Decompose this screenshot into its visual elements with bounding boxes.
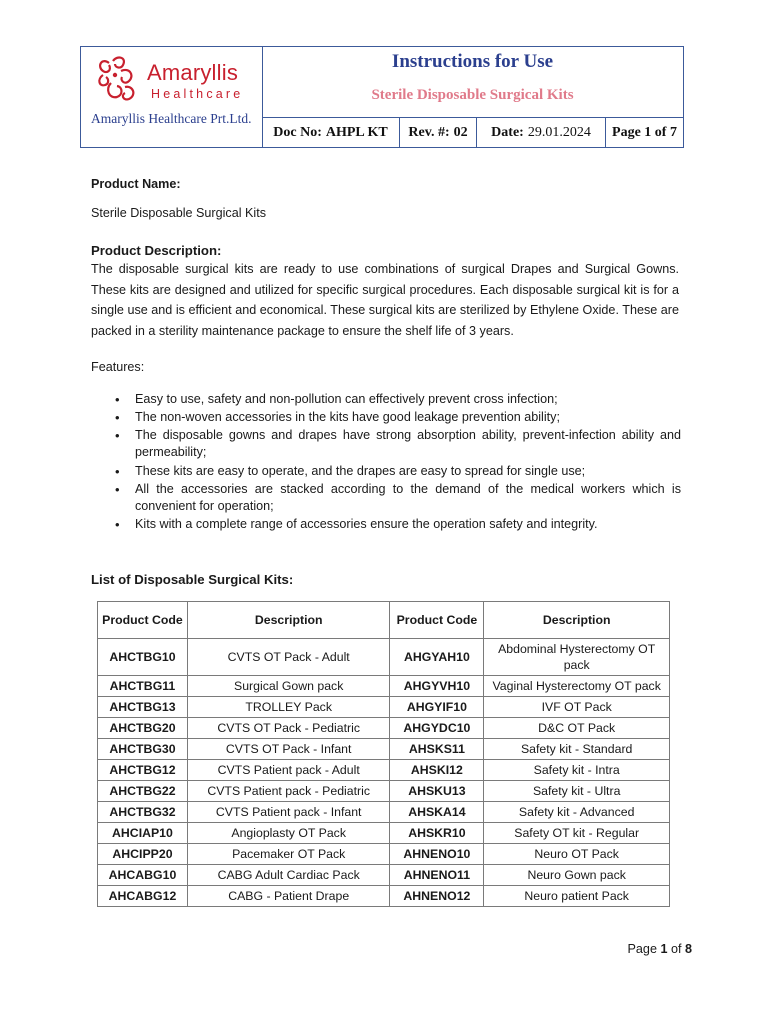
- page-count: Page 1 of 7: [612, 125, 677, 140]
- description-cell: CABG - Patient Drape: [187, 886, 390, 907]
- doc-number-cell: [262, 118, 400, 148]
- description-cell: Abdominal Hysterectomy OT pack: [484, 639, 670, 676]
- logo-cell: [81, 47, 263, 147]
- product-code-cell: AHSKS11: [390, 739, 484, 760]
- footer-page-of: of: [670, 942, 682, 956]
- table-row: [98, 823, 670, 844]
- title-cell: [262, 47, 683, 117]
- page-count-cell: [606, 118, 683, 148]
- product-code-cell: AHCTBG13: [98, 697, 188, 718]
- table-row: [98, 697, 670, 718]
- description-cell: Vaginal Hysterectomy OT pack: [484, 676, 670, 697]
- brand-name: Amaryllis: [147, 60, 239, 85]
- description-cell: Surgical Gown pack: [187, 676, 390, 697]
- footer-page-current: 1: [660, 942, 668, 956]
- table-row: [98, 844, 670, 865]
- document-subtitle: Sterile Disposable Surgical Kits: [371, 87, 574, 103]
- feature-item: • The non-woven accessories in the kits have good leakage prevention ability;: [91, 409, 681, 426]
- page-footer: [628, 942, 692, 956]
- description-cell: Angioplasty OT Pack: [187, 823, 390, 844]
- product-code-cell: AHCTBG30: [98, 739, 188, 760]
- column-header: Product Code: [390, 602, 484, 639]
- doc-number-value: AHPL KT: [325, 125, 388, 140]
- description-cell: CVTS OT Pack - Pediatric: [187, 718, 390, 739]
- product-name-heading: Product Name:: [91, 177, 181, 191]
- brand-subtitle: Healthcare: [151, 87, 244, 101]
- description-cell: Neuro Gown pack: [484, 865, 670, 886]
- description-cell: TROLLEY Pack: [187, 697, 390, 718]
- table-row: [98, 739, 670, 760]
- feature-item: • The disposable gowns and drapes have strong absorption ability, prevent-infection ability and permeability;: [91, 427, 681, 462]
- description-cell: IVF OT Pack: [484, 697, 670, 718]
- table-row: [98, 676, 670, 697]
- features-list: [91, 391, 681, 534]
- product-description-heading: Product Description:: [91, 243, 222, 258]
- product-code-cell: AHGYIF10: [390, 697, 484, 718]
- product-code-cell: AHCTBG20: [98, 718, 188, 739]
- product-code-cell: AHGYAH10: [390, 639, 484, 676]
- table-row: [98, 760, 670, 781]
- product-code-cell: AHNENO12: [390, 886, 484, 907]
- product-code-cell: AHNENO11: [390, 865, 484, 886]
- product-code-cell: AHCTBG22: [98, 781, 188, 802]
- product-code-cell: AHSKR10: [390, 823, 484, 844]
- kits-table: [97, 601, 670, 907]
- footer-page-total: 8: [684, 942, 692, 956]
- column-header: Product Code: [98, 602, 188, 639]
- description-cell: CVTS Patient pack - Pediatric: [187, 781, 390, 802]
- description-cell: CABG Adult Cardiac Pack: [187, 865, 390, 886]
- table-row: [98, 865, 670, 886]
- product-code-cell: AHCABG12: [98, 886, 188, 907]
- description-cell: Safety kit - Standard: [484, 739, 670, 760]
- description-cell: Neuro OT Pack: [484, 844, 670, 865]
- description-cell: CVTS OT Pack - Adult: [187, 639, 390, 676]
- product-code-cell: AHSKI12: [390, 760, 484, 781]
- revision-label: Rev. #:: [408, 125, 450, 140]
- description-cell: CVTS Patient pack - Infant: [187, 802, 390, 823]
- date-label: Date:: [491, 125, 524, 140]
- description-cell: CVTS Patient pack - Adult: [187, 760, 390, 781]
- column-header: Description: [187, 602, 390, 639]
- features-heading: Features:: [91, 360, 145, 374]
- footer-page-prefix: Page: [627, 942, 657, 956]
- kits-table-heading: List of Disposable Surgical Kits:: [91, 572, 294, 587]
- table-row: [98, 886, 670, 907]
- table-row: [98, 718, 670, 739]
- description-cell: Safety OT kit - Regular: [484, 823, 670, 844]
- product-code-cell: AHCTBG10: [98, 639, 188, 676]
- feature-item: • All the accessories are stacked according to the demand of the medical workers which is convenient for operation;: [91, 481, 681, 516]
- description-cell: Safety kit - Intra: [484, 760, 670, 781]
- table-row: [98, 639, 670, 676]
- revision-cell: [400, 118, 477, 148]
- description-cell: Pacemaker OT Pack: [187, 844, 390, 865]
- description-cell: D&C OT Pack: [484, 718, 670, 739]
- description-cell: Safety kit - Ultra: [484, 781, 670, 802]
- product-code-cell: AHCABG10: [98, 865, 188, 886]
- doc-number-label: Doc No:: [273, 125, 322, 140]
- product-code-cell: AHCIPP20: [98, 844, 188, 865]
- product-code-cell: AHCTBG11: [98, 676, 188, 697]
- product-description-text: The disposable surgical kits are ready to use combinations of surgical Drapes and Surgical Gowns. These kits are designed and utilized for specific surgical procedures. Each disposable surgical kit is for a single use and is efficient and economical. These surgical kits are sterilized by Ethylene Oxide. These are packed in a sterility maintenance package to ensure the shelf life of 3 years.: [91, 262, 679, 338]
- revision-value: 02: [453, 125, 468, 140]
- product-code-cell: AHSKA14: [390, 802, 484, 823]
- company-name: Amaryllis Healthcare Prt.Ltd.: [91, 111, 252, 126]
- feature-item: • Kits with a complete range of accessories ensure the operation safety and integrity.: [91, 516, 681, 533]
- description-cell: CVTS OT Pack - Infant: [187, 739, 390, 760]
- product-code-cell: AHCTBG32: [98, 802, 188, 823]
- product-code-cell: AHNENO10: [390, 844, 484, 865]
- product-code-cell: AHGYVH10: [390, 676, 484, 697]
- document-meta-row: [262, 117, 683, 148]
- kits-table-header-row: [98, 602, 670, 639]
- table-row: [98, 781, 670, 802]
- document-header: [80, 46, 684, 148]
- table-row: [98, 802, 670, 823]
- document-title: Instructions for Use: [391, 51, 554, 72]
- column-header: Description: [484, 602, 670, 639]
- product-code-cell: AHCIAP10: [98, 823, 188, 844]
- product-code-cell: AHGYDC10: [390, 718, 484, 739]
- amaryllis-flower-icon: [95, 53, 145, 109]
- date-cell: [477, 118, 606, 148]
- feature-item: • Easy to use, safety and non-pollution can effectively prevent cross infection;: [91, 391, 681, 408]
- description-cell: Neuro patient Pack: [484, 886, 670, 907]
- description-cell: Safety kit - Advanced: [484, 802, 670, 823]
- product-code-cell: AHSKU13: [390, 781, 484, 802]
- feature-item: • These kits are easy to operate, and the drapes are easy to spread for single use;: [91, 463, 681, 480]
- product-name-value: Sterile Disposable Surgical Kits: [91, 206, 266, 220]
- company-logo: [95, 53, 255, 109]
- date-value: 29.01.2024: [527, 125, 591, 140]
- product-code-cell: AHCTBG12: [98, 760, 188, 781]
